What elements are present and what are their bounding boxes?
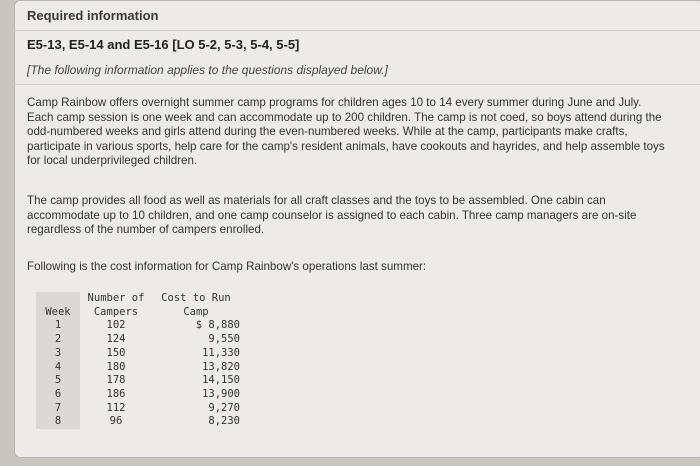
table-intro: Following is the cost information for Camp Rainbow's operations last summer:: [27, 260, 427, 273]
table-header-cell: Cost to Run: [161, 292, 231, 304]
campers-cell: 112: [106, 401, 126, 414]
table-header-cell: [36, 292, 80, 306]
exercise-title: E5-13, E5-14 and E5-16 [LO 5-2, 5-3, 5-4, 5-5]: [27, 37, 300, 52]
table-row: [36, 319, 246, 333]
cost-cell: 13,900: [202, 387, 240, 400]
table-header-cell: Camp: [183, 305, 209, 318]
description-paragraph: Camp Rainbow offers overnight summer camp programs for children ages 10 to 14 every summer during June and July. Each camp session is one week and can accommodate up to 200 children. The camp is not coed, so boys attend during the odd-numbered weeks and girls attend during the even-numbered weeks. While at the camp, participants make crafts, participate in various sports, help care for the camp's resident animals, have cookouts and hayrides, and help assemble toys for local underprivileged children.: [27, 96, 665, 168]
cost-cell: 11,330: [202, 346, 240, 359]
divider: [14, 30, 700, 31]
table-header-cell: Number of: [87, 292, 145, 304]
table-row: [36, 333, 246, 347]
table-header-cell: Week: [36, 306, 80, 320]
campers-cell: 124: [106, 333, 126, 346]
instruction-note: [The following information applies to the questions displayed below.]: [27, 63, 388, 77]
table-row: [36, 361, 246, 375]
required-information-label: Required information: [27, 8, 159, 23]
campers-cell: 102: [106, 319, 126, 332]
cost-table: [36, 292, 246, 429]
campers-cell: 180: [106, 360, 126, 373]
campers-cell: 178: [106, 374, 126, 387]
cost-cell: 13,820: [202, 360, 240, 373]
cost-cell: 8,230: [208, 415, 240, 428]
table-header-row: [36, 306, 246, 320]
cost-cell: 9,550: [208, 333, 240, 346]
week-cell: 3: [36, 347, 80, 361]
week-cell: 6: [36, 388, 80, 402]
cost-cell: $ 8,880: [195, 319, 240, 332]
week-cell: 8: [36, 415, 80, 429]
campers-cell: 96: [109, 415, 123, 428]
table-row: [36, 374, 246, 388]
campers-cell: 150: [106, 346, 126, 359]
table-row: [36, 402, 246, 416]
campers-cell: 186: [106, 387, 126, 400]
cost-cell: 9,270: [208, 401, 240, 414]
cost-cell: 14,150: [202, 374, 240, 387]
week-cell: 1: [36, 319, 80, 333]
description-paragraph: The camp provides all food as well as materials for all craft classes and the toys to be assembled. One cabin can accommodate up to 10 children, and one camp counselor is assigned to each cabin. Three camp managers are on-site regardless of the number of campers enrolled.: [27, 194, 637, 237]
table-row: [36, 347, 246, 361]
table-header-row: [36, 292, 246, 306]
week-cell: 7: [36, 402, 80, 416]
week-cell: 5: [36, 374, 80, 388]
week-cell: 2: [36, 333, 80, 347]
divider: [14, 84, 700, 85]
week-cell: 4: [36, 361, 80, 375]
table-header-cell: Campers: [93, 305, 139, 318]
table-row: [36, 415, 246, 429]
table-row: [36, 388, 246, 402]
